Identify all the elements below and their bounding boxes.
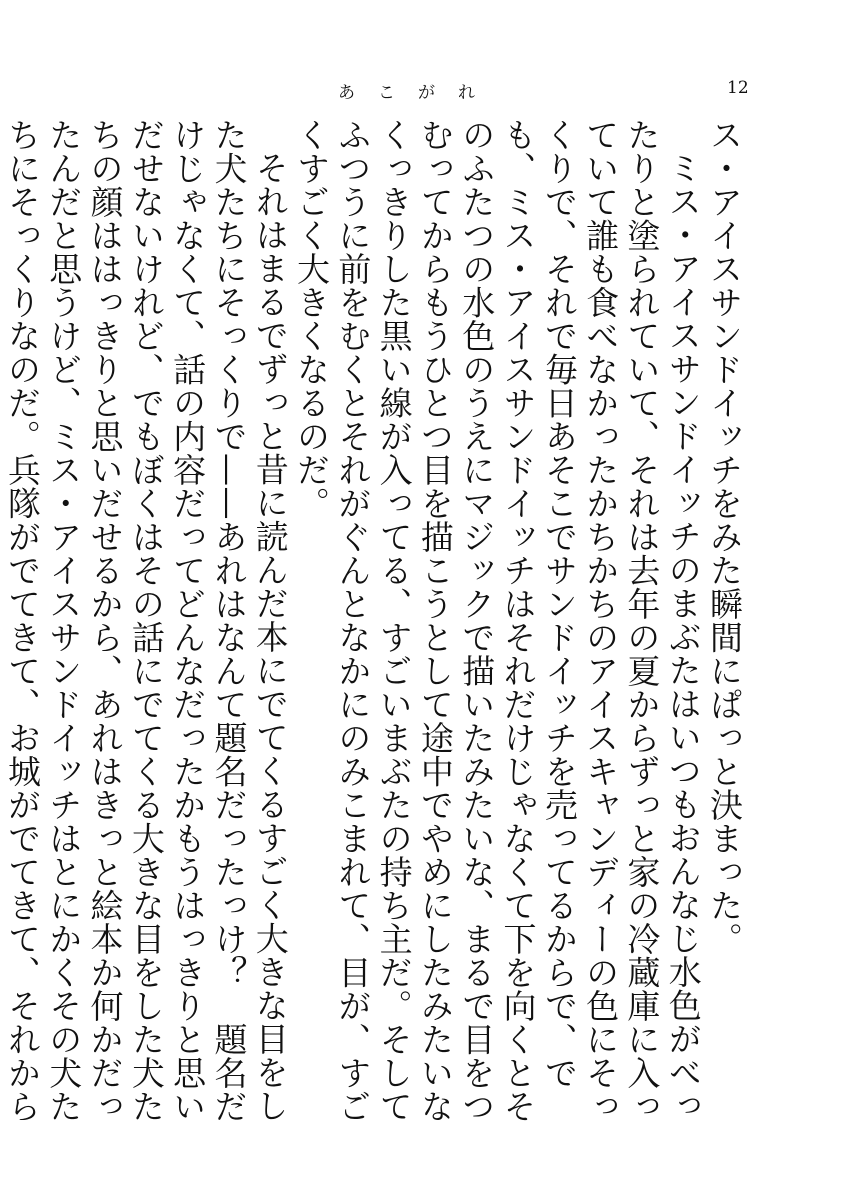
paragraph-eyelids: ミス・アイスサンドイッチのまぶたはいつもおんなじ水色がべったりと塗られていて、それは去年の夏からずっと家の冷蔵庫に入っていて誰も食べなかったかちかちのアイスキャンディーの色にそっくりで、それで毎日あそこでサンドイッチを売ってるからで、でも、ミス・アイスサンドイッチはそれだけじゃなくて下を向くとそのふたつの水色のうえにマジックで描いたみたいな、まるで目をつむってからもうひとつ目を描こうとして途中でやめにしたみたいなくっきりした黒い線が入ってる、すごいまぶたの持ち主だ。そしてふつうに前をむくとそれがぐんとなかにのみこまれて、目が、すごくすごく大きくなるのだ。 — [292, 118, 703, 1123]
page-header — [0, 78, 841, 103]
paragraph-dogs: それはまるでずっと昔に読んだ本にでてくるすごく大きな目をした犬たちにそっくりで——あれはなんて題名だったっけ？ 題名だけじゃなくて、話の内容だってどんなだったかもうはっきりと思いだせないけれど、でもぼくはその話にでてくる大きな目をした犬たちの顔ははっきりと思いだせるから、あれはきっと絵本か何かだったんだと思うけど、ミス・アイスサンドイッチはとにかくその犬たちにそっくりなのだ。兵隊がでてきて、お城がでてきて、それから — [2, 118, 290, 1123]
paragraph-continued: ス・アイスサンドイッチをみた瞬間にぱっと決まった。 — [705, 118, 744, 956]
body-text — [2, 118, 745, 1128]
page-number: 12 — [727, 78, 749, 98]
running-title: あこがれ — [338, 83, 498, 103]
